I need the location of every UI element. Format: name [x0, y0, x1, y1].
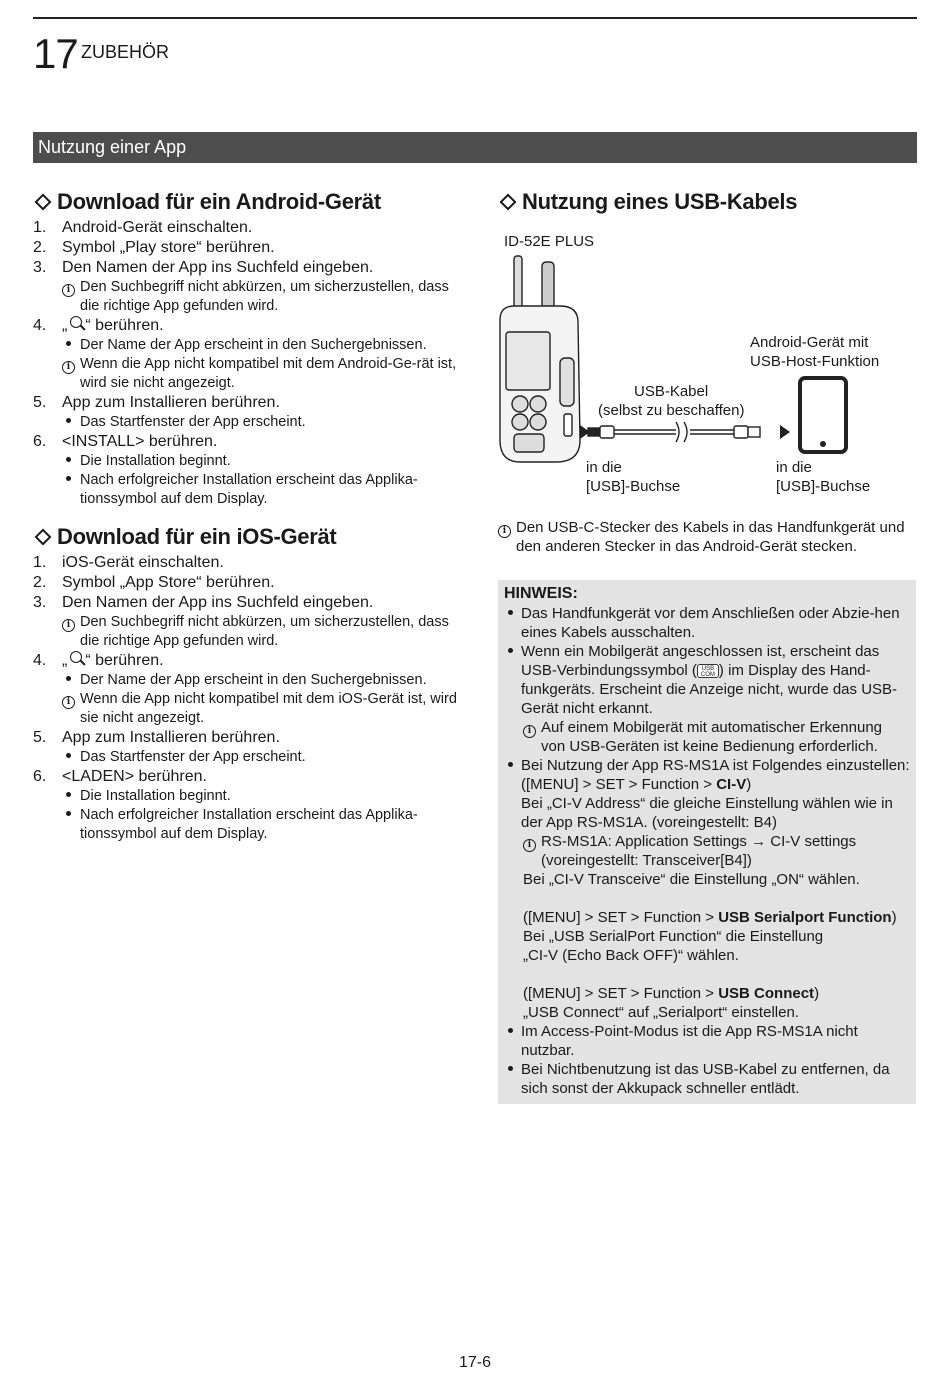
- hinweis-bullet-5: Bei Nichtbenutzung ist das USB-Kabel zu entfernen, da sich sonst der Akkupack schneller entlädt.: [504, 1060, 910, 1098]
- android-step-6: 6. <INSTALL> berühren.: [33, 433, 218, 450]
- ios-step-3-note: i Den Suchbegriff nicht abkürzen, um sicherzustellen, dass die richtige App gefunden wird.: [33, 613, 463, 651]
- hinweis-bullet-3: Bei Nutzung der App RS-MS1A ist Folgendes einzustellen:: [504, 756, 910, 775]
- usb-com-icon: USB COM: [697, 664, 719, 678]
- android-step-4-bullet: Der Name der App erscheint in den Suchergebnissen.: [33, 336, 463, 355]
- ios-step-6-bullet-1: Die Installation beginnt.: [33, 787, 463, 806]
- info-icon: i: [523, 725, 536, 738]
- ios-step-4-bullet: Der Name der App erscheint in den Suchergebnissen.: [33, 671, 463, 690]
- chapter-title: ZUBEHÖR: [81, 42, 170, 62]
- hinweis-title: HINWEIS:: [504, 585, 578, 602]
- ios-step-6: 6. <LADEN> berühren.: [33, 768, 207, 785]
- cable-label-1: USB-Kabel: [634, 383, 709, 400]
- hinweis-bullet-2: Wenn ein Mobilgerät angeschlossen ist, erscheint das USB-Verbindungssymbol ( USB COM ) im Display des Hand-funkgeräts. Erscheint die Anzeige nicht, wurde das USB-Gerät nicht erkannt.: [504, 642, 910, 718]
- ios-step-6-bullet-2: Nach erfolgreicher Installation erscheint das Applika-tionssymbol auf dem Display.: [33, 806, 463, 844]
- hinweis-usbconnect-line: „USB Connect“ auf „Serialport“ einstellen.: [523, 1004, 799, 1021]
- diamond-icon: [35, 529, 52, 546]
- radio-illustration: [500, 256, 580, 462]
- hinweis-menu-civ: ([MENU] > SET > Function > CI-V): [521, 776, 752, 793]
- info-icon: i: [62, 696, 75, 709]
- info-icon: i: [62, 361, 75, 374]
- search-icon: [67, 651, 85, 667]
- android-step-6-bullet-2: Nach erfolgreicher Installation erscheint das Applika-tionssymbol auf dem Display.: [33, 471, 463, 509]
- info-icon: i: [498, 525, 511, 538]
- ios-heading: Download für ein iOS-Gerät: [33, 521, 463, 553]
- info-icon: i: [523, 839, 536, 852]
- section-title: Nutzung einer App: [33, 132, 917, 163]
- android-step-6-bullet-1: Die Installation beginnt.: [33, 452, 463, 471]
- android-step-1: 1. Android-Gerät einschalten.: [33, 219, 253, 236]
- right-jack-label-2: [USB]-Buchse: [776, 478, 871, 495]
- android-step-3-note: i Den Suchbegriff nicht abkürzen, um sicherzustellen, dass die richtige App gefunden wird.: [33, 278, 463, 316]
- ios-step-4-note: i Wenn die App nicht kompatibel mit dem iOS-Gerät ist, wird sie nicht angezeigt.: [33, 690, 463, 728]
- android-step-5-bullet: Das Startfenster der App erscheint.: [33, 413, 463, 432]
- diamond-icon: [500, 194, 517, 211]
- hinweis-bullet-1: Das Handfunkgerät vor dem Anschließen oder Abzie-hen eines Kabels ausschalten.: [504, 604, 910, 642]
- android-step-3: 3. Den Namen der App ins Suchfeld eingeben.: [33, 259, 374, 276]
- hinweis-bullet-4: Im Access-Point-Modus ist die App RS-MS1A nicht nutzbar.: [504, 1022, 910, 1060]
- ios-step-5: 5. App zum Installieren berühren.: [33, 729, 280, 746]
- android-step-4-note: i Wenn die App nicht kompatibel mit dem Android-Ge-rät ist, wird sie nicht angezeigt.: [33, 355, 463, 393]
- page-number: 17-6: [458, 1354, 492, 1371]
- left-jack-label-2: [USB]-Buchse: [586, 478, 681, 495]
- android-step-4: 4. „ “ berühren.: [33, 317, 164, 334]
- usb-heading: Nutzung eines USB-Kabels: [498, 186, 918, 218]
- hinweis-serialport-line-2: „CI-V (Echo Back OFF)“ wählen.: [523, 947, 739, 964]
- hinweis-civ-transceive: Bei „CI-V Transceive“ die Einstellung „ON“ wählen.: [523, 871, 860, 888]
- search-icon: [67, 316, 85, 332]
- ios-step-3: 3. Den Namen der App ins Suchfeld eingeben.: [33, 594, 374, 611]
- radio-label: ID-52E PLUS: [504, 233, 595, 250]
- diamond-icon: [35, 194, 52, 211]
- ios-step-4: 4. „ “ berühren.: [33, 652, 164, 669]
- hinweis-bullet-2-note: i Auf einem Mobilgerät mit automatischer Erkennung von USB-Geräten ist keine Bedienung erforderlich.: [504, 718, 910, 756]
- left-jack-label-1: in die: [586, 459, 622, 476]
- hinweis-rsms1a-note: i RS-MS1A: Application Settings → CI-V settings (voreingestellt: Transceiver[B4]): [504, 832, 910, 870]
- right-column: [498, 186, 918, 1104]
- hinweis-menu-serialport: ([MENU] > SET > Function > USB Serialport Function): [523, 909, 897, 926]
- cable-label-2: (selbst zu beschaffen): [598, 402, 745, 419]
- android-heading: Download für ein Android-Gerät: [33, 186, 463, 218]
- android-step-5: 5. App zum Installieren berühren.: [33, 394, 280, 411]
- left-column: [33, 186, 463, 844]
- right-jack-label-1: in die: [776, 459, 812, 476]
- android-device-label-2: USB-Host-Funktion: [750, 353, 880, 370]
- hinweis-box: [498, 580, 916, 1104]
- hinweis-serialport-line-1: Bei „USB SerialPort Function“ die Einstellung: [523, 928, 824, 945]
- info-icon: i: [62, 284, 75, 297]
- usb-note: i Den USB-C-Stecker des Kabels in das Handfunkgerät und den anderen Stecker in das Android-Gerät stecken.: [498, 518, 918, 556]
- chapter-number: 17: [33, 30, 78, 77]
- ios-step-1: 1. iOS-Gerät einschalten.: [33, 554, 224, 571]
- usb-connection-diagram: [498, 218, 918, 476]
- hinweis-menu-usbconnect: ([MENU] > SET > Function > USB Connect): [523, 985, 820, 1002]
- top-rule: [33, 17, 917, 19]
- android-device-label-1: Android-Gerät mit: [750, 334, 869, 351]
- info-icon: i: [62, 619, 75, 632]
- android-step-2: 2. Symbol „Play store“ berühren.: [33, 239, 275, 256]
- ios-step-5-bullet: Das Startfenster der App erscheint.: [33, 748, 463, 767]
- hinweis-civ-address: Bei „CI-V Address“ die gleiche Einstellung wählen wie in der App RS-MS1A. (voreingestellt: B4): [521, 795, 893, 831]
- usb-cable-illustration: [580, 422, 790, 442]
- ios-step-2: 2. Symbol „App Store“ berühren.: [33, 574, 275, 591]
- smartphone-illustration: [800, 378, 846, 452]
